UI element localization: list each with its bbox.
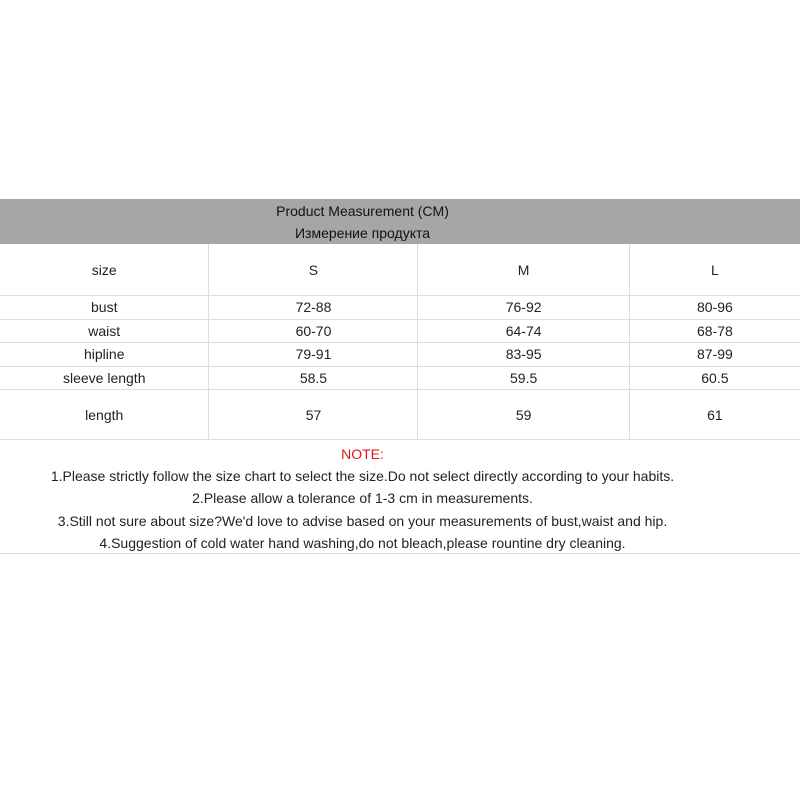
cell-value: 59 — [418, 390, 629, 440]
cell-value: 68-78 — [629, 319, 800, 343]
table-row — [0, 390, 800, 440]
cell-value: 79-91 — [209, 343, 418, 367]
cell-value: 59.5 — [418, 366, 629, 390]
table-row — [0, 296, 800, 320]
note-line: 2.Please allow a tolerance of 1-3 cm in measurements. — [192, 490, 533, 506]
cell-value: 80-96 — [629, 296, 800, 320]
chart-title: Product Measurement (CM) — [276, 203, 449, 219]
row-label: length — [0, 390, 209, 440]
cell-value: 57 — [209, 390, 418, 440]
cell-value: 58.5 — [209, 366, 418, 390]
header-band — [0, 199, 800, 244]
size-table — [0, 244, 800, 440]
note-title: NOTE: — [341, 446, 384, 462]
size-chart — [0, 199, 800, 554]
column-header-s: S — [209, 244, 418, 296]
cell-value: 64-74 — [418, 319, 629, 343]
column-header-m: M — [418, 244, 629, 296]
row-label: bust — [0, 296, 209, 320]
cell-value: 60-70 — [209, 319, 418, 343]
chart-subtitle: Измерение продукта — [294, 225, 431, 241]
note-line: 1.Please strictly follow the size chart to select the size.Do not select directly according to your habits. — [50, 468, 675, 484]
note-line: 4.Suggestion of cold water hand washing,do not bleach,please rountine dry cleaning. — [99, 535, 626, 551]
cell-value: 72-88 — [209, 296, 418, 320]
row-label: waist — [0, 319, 209, 343]
cell-value: 76-92 — [418, 296, 629, 320]
column-header-l: L — [629, 244, 800, 296]
cell-value: 60.5 — [629, 366, 800, 390]
row-label: hipline — [0, 343, 209, 367]
table-row — [0, 366, 800, 390]
cell-value: 61 — [629, 390, 800, 440]
cell-value: 87-99 — [629, 343, 800, 367]
column-header-size: size — [0, 244, 209, 296]
cell-value: 83-95 — [418, 343, 629, 367]
note-line: 3.Still not sure about size?We'd love to advise based on your measurements of bust,waist and hip. — [57, 513, 668, 529]
table-row — [0, 343, 800, 367]
row-label: sleeve length — [0, 366, 209, 390]
table-header-row — [0, 244, 800, 296]
table-row — [0, 319, 800, 343]
notes-section — [0, 440, 800, 554]
